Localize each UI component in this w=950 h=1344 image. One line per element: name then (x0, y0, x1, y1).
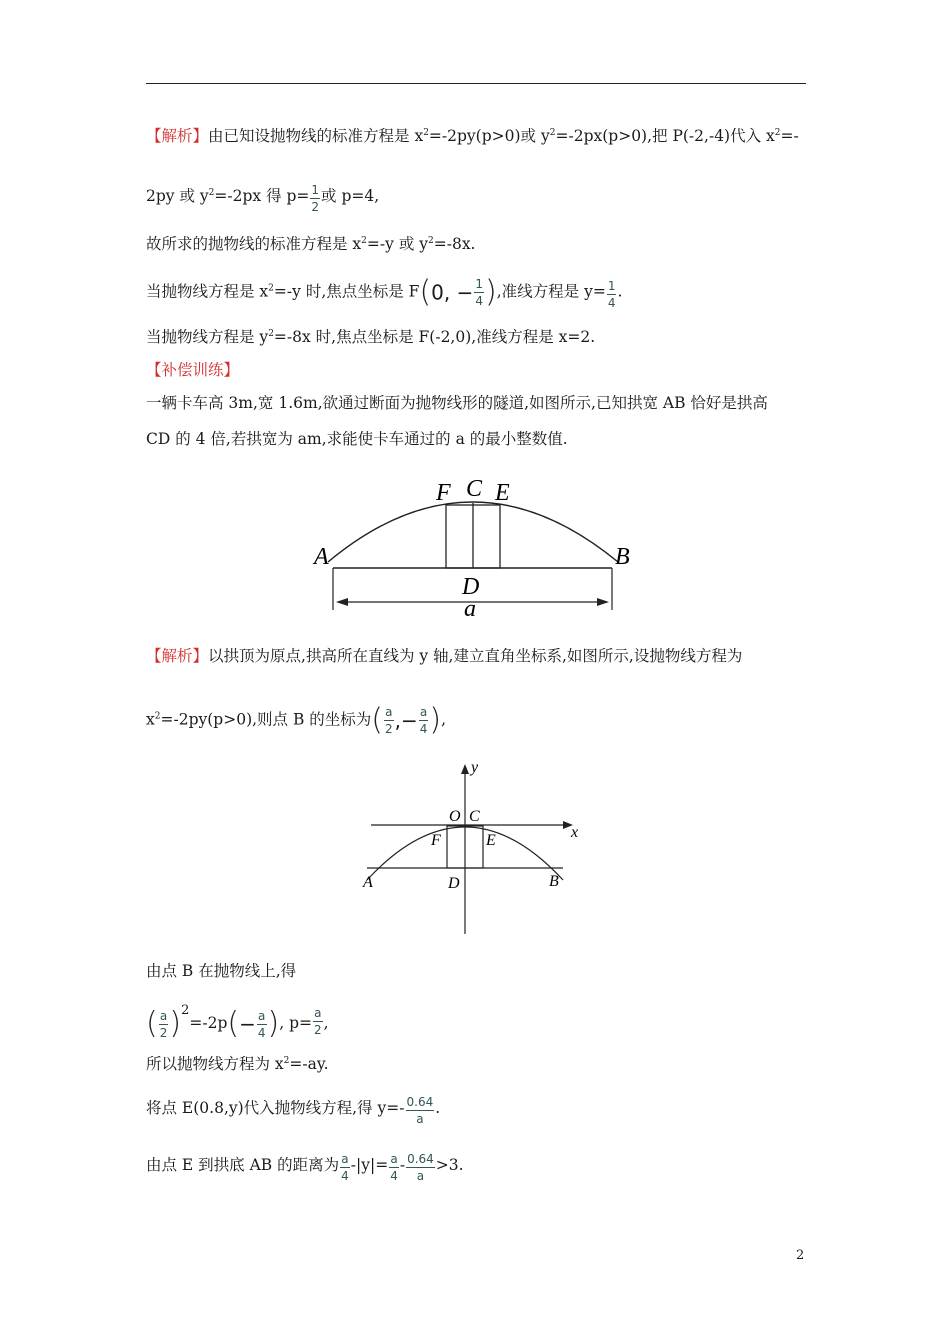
label-a: a (464, 596, 476, 620)
text: 故所求的抛物线的标准方程是 x (146, 235, 362, 253)
label-C: C (466, 476, 483, 502)
superscript: 2 (428, 236, 434, 246)
solution-line-4 (146, 276, 622, 311)
denominator: 4 (419, 722, 428, 736)
superscript: 2 (283, 1056, 290, 1066)
text: x (146, 710, 155, 729)
text: 当抛物线方程是 y (146, 328, 269, 346)
solution-line-5 (146, 327, 595, 347)
problem-line-1: 一辆卡车高 3m,宽 1.6m,欲通过断面为抛物线形的隧道,如图所示,已知拱宽 AB 恰好是拱高 (146, 394, 768, 412)
arrow-head-right (597, 598, 609, 606)
superscript: 2 (549, 128, 556, 138)
superscript: 2 (268, 283, 274, 294)
denominator: a (416, 1169, 425, 1183)
text: =- (780, 127, 799, 145)
text: -|y|= (350, 1156, 389, 1174)
numerator: 1 (607, 278, 616, 293)
fraction-a-over-4 (340, 1151, 350, 1184)
text: , p= (279, 1014, 312, 1032)
label-D: D (462, 574, 480, 600)
text: =-2py(p>0),则点 B 的坐标为 (160, 710, 372, 729)
page-number: 2 (796, 1248, 805, 1263)
denominator: 4 (257, 1025, 266, 1040)
denominator: 2 (311, 200, 320, 214)
text: 由已知设抛物线的标准方程是 x (208, 127, 424, 145)
fraction-a-over-4 (419, 704, 429, 737)
text: . (617, 282, 623, 301)
superscript: 2 (181, 1003, 190, 1018)
denominator: 2 (385, 722, 393, 736)
problem-line-2: CD 的 4 倍,若拱宽为 am,求能使卡车通过的 a 的最小整数值. (146, 430, 568, 448)
numerator: a (314, 1006, 322, 1020)
denominator: 2 (313, 1023, 322, 1037)
numerator: 0.64 (406, 1095, 434, 1109)
superscript: 2 (361, 236, 367, 246)
solution2-line-6 (146, 1094, 440, 1127)
solution2-line-4 (146, 1005, 329, 1041)
text: 由点 E 到拱底 AB 的距离为 (146, 1156, 340, 1174)
solution2-line-1 (146, 646, 742, 666)
label-x: x (571, 824, 579, 841)
solution2-line-2 (146, 704, 446, 737)
label-B: B (549, 873, 559, 890)
denominator: 2 (159, 1025, 168, 1040)
solution-line-3 (146, 234, 476, 254)
label-E: E (495, 480, 510, 506)
fraction-a-over-2 (159, 1008, 169, 1041)
text: =-8x 时,焦点坐标是 F(-2,0),准线方程是 x=2. (273, 328, 596, 346)
math-text: , (394, 708, 402, 733)
fraction-a-over-2 (384, 704, 394, 737)
text: =-2p (189, 1014, 228, 1032)
solution2-line-3: 由点 B 在抛物线上,得 (146, 962, 297, 980)
superscript: 2 (268, 329, 274, 339)
numerator: a (159, 1008, 168, 1023)
text: 以拱顶为原点,拱高所在直线为 y 轴,建立直角坐标系,如图所示,设抛物线方程为 (208, 647, 743, 665)
text: . (435, 1099, 441, 1117)
superscript: 2 (154, 711, 161, 722)
text: 2py 或 y (146, 187, 209, 205)
fraction-a-over-4 (389, 1151, 399, 1184)
text: >3. (435, 1156, 464, 1174)
numerator: a (385, 705, 393, 719)
text: =-ay. (289, 1055, 329, 1073)
text: =-2px 得 p= (214, 187, 310, 205)
paren-right: ) (429, 702, 442, 738)
denominator: 4 (341, 1169, 349, 1183)
text: =-2py(p>0)或 y (428, 127, 550, 145)
text: 或 p=4, (321, 187, 380, 205)
tunnel-figure (300, 470, 660, 620)
numerator: a (341, 1152, 349, 1166)
superscript: 2 (774, 128, 781, 138)
math-text: 0, − (431, 280, 474, 305)
numerator: a (258, 1008, 266, 1023)
label-A: A (363, 874, 373, 891)
denominator: a (416, 1112, 424, 1126)
paren-right: ) (169, 1006, 182, 1041)
math-text: − (239, 1012, 256, 1036)
label-y: y (471, 759, 479, 776)
label-E: E (486, 832, 496, 849)
text: 当抛物线方程是 x (146, 282, 269, 301)
solution-line-2 (146, 182, 379, 215)
fraction-one-half (310, 182, 320, 215)
fraction-a-over-2 (313, 1005, 323, 1038)
text: , (441, 710, 447, 729)
analysis-tag: 【解析】 (146, 127, 209, 145)
paren-left: ( (419, 274, 432, 310)
coordinate-figure (355, 758, 595, 938)
fraction-a-over-4 (257, 1008, 267, 1041)
text: =-y 时,焦点坐标是 F (273, 282, 420, 301)
paren-left: ( (227, 1006, 240, 1041)
fraction-064-over-a (406, 1094, 435, 1127)
text: , (323, 1014, 329, 1032)
paren-right: ) (267, 1006, 280, 1041)
fraction-064-over-a (406, 1151, 435, 1184)
math-text: − (401, 708, 418, 733)
label-F: F (431, 832, 441, 849)
arrow-head-left (336, 598, 348, 606)
text: 将点 E(0.8,y)代入抛物线方程,得 y=- (146, 1099, 405, 1117)
text: =-2px(p>0),把 P(-2,-4)代入 x (555, 127, 775, 145)
fraction-one-quarter (474, 276, 484, 309)
solution-line-1 (146, 126, 799, 146)
paren-left: ( (371, 702, 384, 738)
label-O: O (449, 808, 461, 825)
text: =-y 或 y (366, 235, 428, 253)
fraction-one-quarter (607, 278, 617, 311)
solution2-line-5 (146, 1054, 329, 1074)
label-C: C (469, 808, 480, 825)
numerator: 0.64 (407, 1152, 434, 1166)
analysis-tag: 【解析】 (146, 647, 209, 665)
text: =-8x. (433, 235, 476, 253)
denominator: 4 (390, 1169, 398, 1183)
header-rule (146, 83, 806, 84)
numerator: a (419, 705, 428, 719)
text: ,准线方程是 y= (496, 282, 606, 301)
numerator: 1 (475, 277, 483, 291)
label-A: A (314, 544, 329, 570)
superscript: 2 (208, 188, 215, 198)
text: - (399, 1156, 406, 1174)
denominator: 4 (475, 294, 483, 308)
denominator: 4 (607, 295, 616, 310)
label-D: D (448, 875, 460, 892)
superscript: 2 (423, 128, 429, 138)
numerator: a (390, 1152, 398, 1166)
paren-left: ( (146, 1006, 158, 1041)
label-B: B (615, 544, 630, 570)
paren-right: ) (485, 274, 497, 310)
numerator: 1 (311, 183, 320, 197)
supplementary-training-tag: 【补偿训练】 (146, 361, 240, 379)
solution2-line-7 (146, 1151, 464, 1184)
text: 所以抛物线方程为 x (146, 1055, 284, 1073)
label-F: F (436, 480, 451, 506)
y-axis-arrow (461, 764, 469, 774)
